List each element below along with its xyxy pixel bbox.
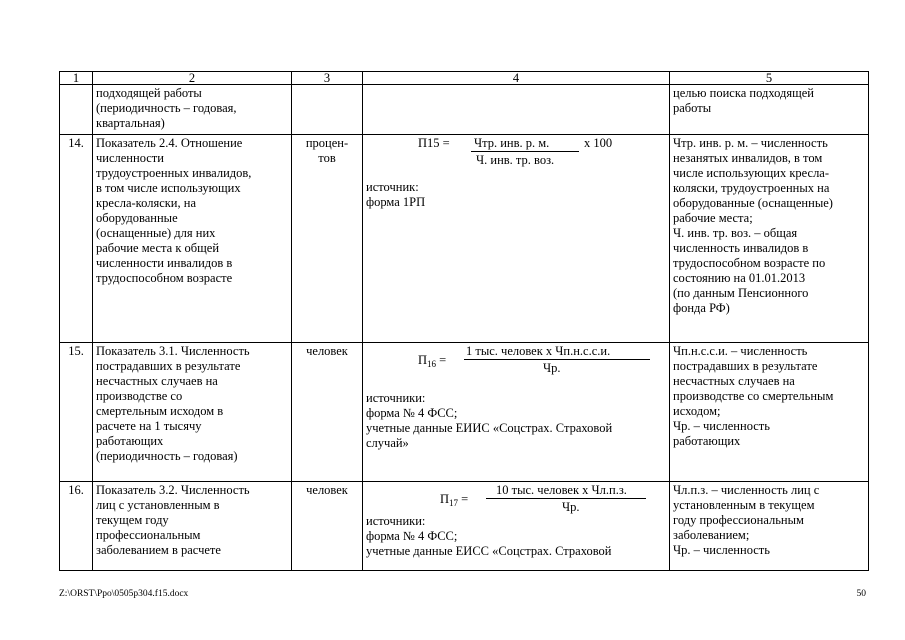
- cell-formula: [363, 482, 670, 571]
- cell-formula: [363, 135, 670, 343]
- header-col-1: 1: [60, 72, 93, 85]
- cell-description: Чп.н.с.с.и. – численность пострадавших в результате несчастных случаев на производстве со смертельным исходом; Чр. – численность работающих: [670, 343, 869, 482]
- cell-indicator: Показатель 2.4. Отношение численности трудоустроенных инвалидов, в том числе использующих кресла-коляски, на оборудованные (оснащенные) для них рабочие места к общей численности инвалидов в трудоспособном возрасте: [93, 135, 292, 343]
- formula-p16: [366, 344, 666, 391]
- formula-numerator: Чтр. инв. р. м.: [474, 136, 550, 150]
- formula-numerator: 10 тыс. человек х Чл.п.з.: [496, 483, 627, 497]
- cell-formula: [363, 85, 670, 135]
- formula-numerator: 1 тыс. человек х Чп.н.с.с.и.: [466, 344, 611, 358]
- cell-description: Чтр. инв. р. м. – численность незанятых инвалидов, в том числе использующих кресла- коляски, трудоустроенных на оборудованные (оснащенные) рабочие места; Ч. инв. тр. воз. – общая численность инвалидов в трудоспособном возрасте по состоянию на 01.01.2013 (по данным Пенсионного фонда РФ): [670, 135, 869, 343]
- cell-unit: [292, 85, 363, 135]
- header-col-2: 2: [93, 72, 292, 85]
- source-line: форма № 4 ФСС;: [366, 529, 458, 543]
- source-line: источник:: [366, 180, 419, 194]
- table-row-continuation: [60, 85, 869, 135]
- source-line: источники:: [366, 391, 426, 405]
- formula-lhs: $П_{16}$ =: [418, 353, 447, 369]
- cell-unit: человек: [292, 482, 363, 571]
- cell-indicator: подходящей работы (периодичность – годовая, квартальная): [93, 85, 292, 135]
- table-row-16: [60, 482, 869, 571]
- source-line: форма 1РП: [366, 195, 426, 209]
- formula-lhs: $П_{17}$ =: [440, 492, 469, 508]
- table-row-14: [60, 135, 869, 343]
- row-number: 14.: [60, 135, 93, 343]
- cell-number: [60, 85, 93, 135]
- footer-file-path: Z:\ORST\Ppo\0505p304.f15.docx: [59, 589, 189, 599]
- fraction-bar: [464, 359, 650, 360]
- formula-denominator: Ч. инв. тр. воз.: [476, 153, 555, 167]
- source-line: форма № 4 ФСС;: [366, 406, 458, 420]
- source-line: случай»: [366, 436, 409, 450]
- formula-p17: [366, 483, 666, 514]
- source-line: учетные данные ЕИИС «Соцстрах. Страховой: [366, 421, 613, 435]
- cell-unit: процен- тов: [292, 135, 363, 343]
- row-number: 16.: [60, 482, 93, 571]
- fraction-bar: [486, 498, 646, 499]
- formula-p15: [366, 136, 666, 180]
- cell-description: Чл.п.з. – численность лиц с установленным в текущем году профессиональным заболеванием; Чр. – численность: [670, 482, 869, 571]
- fraction-bar: [471, 151, 579, 152]
- formula-lhs: П15 =: [418, 136, 450, 150]
- cell-indicator: Показатель 3.1. Численность пострадавших в результате несчастных случаев на производстве со смертельным исходом в расчете на 1 тысячу работающих (периодичность – годовая): [93, 343, 292, 482]
- cell-indicator: Показатель 3.2. Численность лиц с установленным в текущем году профессиональным заболеванием в расчете: [93, 482, 292, 571]
- formula-multiplier: х 100: [584, 136, 613, 150]
- header-col-3: 3: [292, 72, 363, 85]
- row-number: 15.: [60, 343, 93, 482]
- header-col-5: 5: [670, 72, 869, 85]
- source-line: источники:: [366, 514, 426, 528]
- table-header-row: [60, 72, 869, 85]
- source-line: учетные данные ЕИСС «Соцстрах. Страховой: [366, 544, 612, 558]
- cell-unit: человек: [292, 343, 363, 482]
- formula-denominator: Чр.: [562, 500, 580, 514]
- table-row-15: [60, 343, 869, 482]
- cell-formula: [363, 343, 670, 482]
- header-col-4: 4: [363, 72, 670, 85]
- formula-denominator: Чр.: [543, 361, 561, 375]
- footer-page-number: 50: [856, 589, 866, 599]
- cell-description: целью поиска подходящей работы: [670, 85, 869, 135]
- indicator-table: [59, 71, 869, 571]
